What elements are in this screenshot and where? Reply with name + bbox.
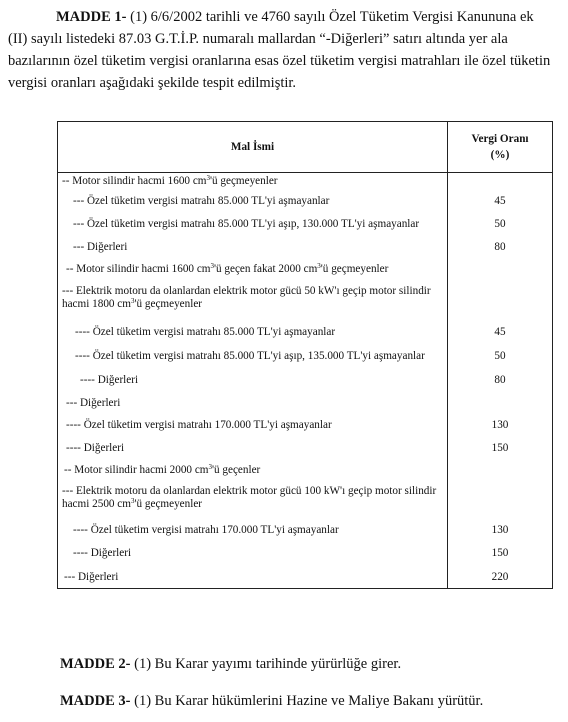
goods-name-text: 'ü geçmeyenler — [134, 497, 203, 510]
superscript-unit: 3 — [208, 462, 212, 471]
goods-name-cell — [58, 236, 448, 258]
goods-name-text: ---- Özel tüketim vergisi matrahı 85.000 TL'yi aşmayanlar — [75, 325, 336, 338]
goods-name-text: ---- Özel tüketim vergisi matrahı 170.000 TL'yi aşmayanlar — [66, 418, 332, 431]
goods-name-cell — [58, 258, 448, 281]
goods-name-text: --- Özel tüketim vergisi matrahı 85.000 TL'yi aşıp, 130.000 TL'yi aşmayanlar — [73, 217, 420, 230]
header-goods-name: Mal İsmi — [58, 122, 448, 173]
tax-rate-cell — [448, 173, 553, 190]
tax-rate-cell — [448, 258, 553, 281]
goods-name-text: ---- Özel tüketim vergisi matrahı 85.000 TL'yi aşıp, 135.000 TL'yi aşmayanlar — [75, 349, 425, 362]
goods-name-cell — [58, 481, 448, 519]
goods-name-text: --- Diğerleri — [73, 240, 128, 253]
goods-name-text: 'ü geçmeyenler — [209, 175, 278, 187]
goods-name-text: 'ü geçen fakat 2000 cm — [213, 262, 318, 275]
tax-rate-cell — [448, 481, 553, 519]
article-3-heading: MADDE 3- — [60, 693, 131, 709]
superscript-unit: 3 — [130, 496, 135, 505]
tax-rate-cell: 220 — [448, 565, 553, 589]
article-1-heading: MADDE 1- — [56, 9, 127, 25]
table-row — [58, 437, 553, 459]
paragraph-line-1-text: (1) 6/6/2002 tarihli ve 4760 sayılı Özel Tüketim Vergisi Kanununa ek — [126, 9, 534, 25]
goods-name-text: ---- Diğerleri — [73, 546, 132, 559]
goods-name-cell — [58, 437, 448, 459]
goods-name-text: 'ü geçenler — [211, 463, 261, 476]
tax-rate-cell: 150 — [448, 437, 553, 459]
article-3-text: (1) Bu Karar hükümlerini Hazine ve Maliye Bakanı yürütür. — [130, 693, 484, 709]
goods-name-text: --- Özel tüketim vergisi matrahı 85.000 TL'yi aşmayanlar — [73, 194, 330, 207]
article-2-text: (1) Bu Karar yayımı tarihinde yürürlüğe girer. — [130, 656, 402, 672]
article-2 — [60, 656, 401, 673]
article-2-heading: MADDE 2- — [60, 656, 131, 672]
tax-rate-cell — [448, 459, 553, 481]
tax-rate-cell: 80 — [448, 236, 553, 258]
article-3 — [60, 693, 483, 710]
goods-name-cell — [58, 459, 448, 481]
goods-name-cell — [58, 321, 448, 345]
table-row — [58, 459, 553, 481]
tax-rate-cell: 150 — [448, 542, 553, 565]
goods-name-cell — [58, 392, 448, 414]
table-row — [58, 519, 553, 542]
goods-name-cell — [58, 281, 448, 321]
header-tax-rate-unit: (%) — [490, 149, 510, 161]
goods-name-text: -- Motor silindir hacmi 2000 cm — [64, 463, 209, 476]
goods-name-text: 'ü geçmeyenler — [134, 297, 203, 310]
table-row — [58, 213, 553, 236]
table-row — [58, 321, 553, 345]
article-1-paragraph — [8, 6, 568, 94]
goods-name-text: ---- Diğerleri — [80, 373, 139, 386]
table-row — [58, 258, 553, 281]
table-row — [58, 481, 553, 519]
table-row — [58, 281, 553, 321]
tax-rate-cell: 45 — [448, 190, 553, 213]
header-tax-rate — [448, 122, 553, 173]
tax-rate-cell — [448, 281, 553, 321]
superscript-unit: 3 — [130, 296, 135, 305]
tax-rate-cell: 80 — [448, 368, 553, 392]
paragraph-line-4: vergisi oranları aşağıdaki şekilde tespit edilmiştir. — [8, 75, 297, 91]
goods-name-cell — [58, 519, 448, 542]
table-row — [58, 345, 553, 368]
goods-name-cell — [58, 213, 448, 236]
goods-name-text: --- Diğerleri — [64, 570, 119, 583]
tax-rate-cell — [448, 392, 553, 414]
table-row — [58, 392, 553, 414]
table-row — [58, 368, 553, 392]
tax-rate-cell: 50 — [448, 345, 553, 368]
paragraph-line-2: (II) sayılı listedeki 87.03 G.T.İ.P. numaralı mallardan “-Diğerleri” satırı altında yer ala — [8, 31, 508, 47]
table-header-row — [58, 122, 553, 173]
table-row — [58, 565, 553, 589]
goods-name-text: -- Motor silindir hacmi 1600 cm — [66, 262, 211, 275]
superscript-unit: 3 — [210, 261, 214, 270]
superscript-unit: 3 — [206, 174, 210, 182]
tax-rate-cell: 50 — [448, 213, 553, 236]
goods-name-cell — [58, 368, 448, 392]
goods-name-cell — [58, 414, 448, 437]
goods-name-cell — [58, 345, 448, 368]
table-body — [58, 173, 553, 589]
table-row — [58, 173, 553, 190]
table-row — [58, 236, 553, 258]
table-row — [58, 542, 553, 565]
tax-rate-cell: 130 — [448, 519, 553, 542]
table-row — [58, 190, 553, 213]
goods-name-cell — [58, 173, 448, 190]
header-tax-rate-label: Vergi Oranı — [471, 133, 529, 145]
goods-name-cell — [58, 565, 448, 589]
goods-name-text: ---- Özel tüketim vergisi matrahı 170.000 TL'yi aşmayanlar — [73, 523, 339, 536]
superscript-unit: 3 — [317, 261, 321, 270]
tax-rate-table — [57, 121, 553, 589]
tax-rate-cell: 130 — [448, 414, 553, 437]
paragraph-line-1 — [8, 6, 568, 28]
goods-name-text: --- Elektrik motoru da olanlardan elektrik motor gücü 50 kW'ı geçip motor silindir hacmi 1800 cm — [62, 284, 431, 310]
goods-name-cell — [58, 542, 448, 565]
goods-name-text: -- Motor silindir hacmi 1600 cm — [62, 175, 207, 187]
paragraph-line-3: bazılarının özel tüketim vergisi oranlarına esas özel tüketim vergisi matrahları ile özel tüketin — [8, 53, 551, 69]
tax-rate-cell: 45 — [448, 321, 553, 345]
goods-name-text: --- Diğerleri — [66, 396, 121, 409]
goods-name-text: ---- Diğerleri — [66, 441, 125, 454]
goods-name-cell — [58, 190, 448, 213]
goods-name-text: --- Elektrik motoru da olanlardan elektrik motor gücü 100 kW'ı geçip motor silindir hacmi 2500 cm — [62, 484, 437, 510]
table-row — [58, 414, 553, 437]
goods-name-text: 'ü geçmeyenler — [320, 262, 389, 275]
